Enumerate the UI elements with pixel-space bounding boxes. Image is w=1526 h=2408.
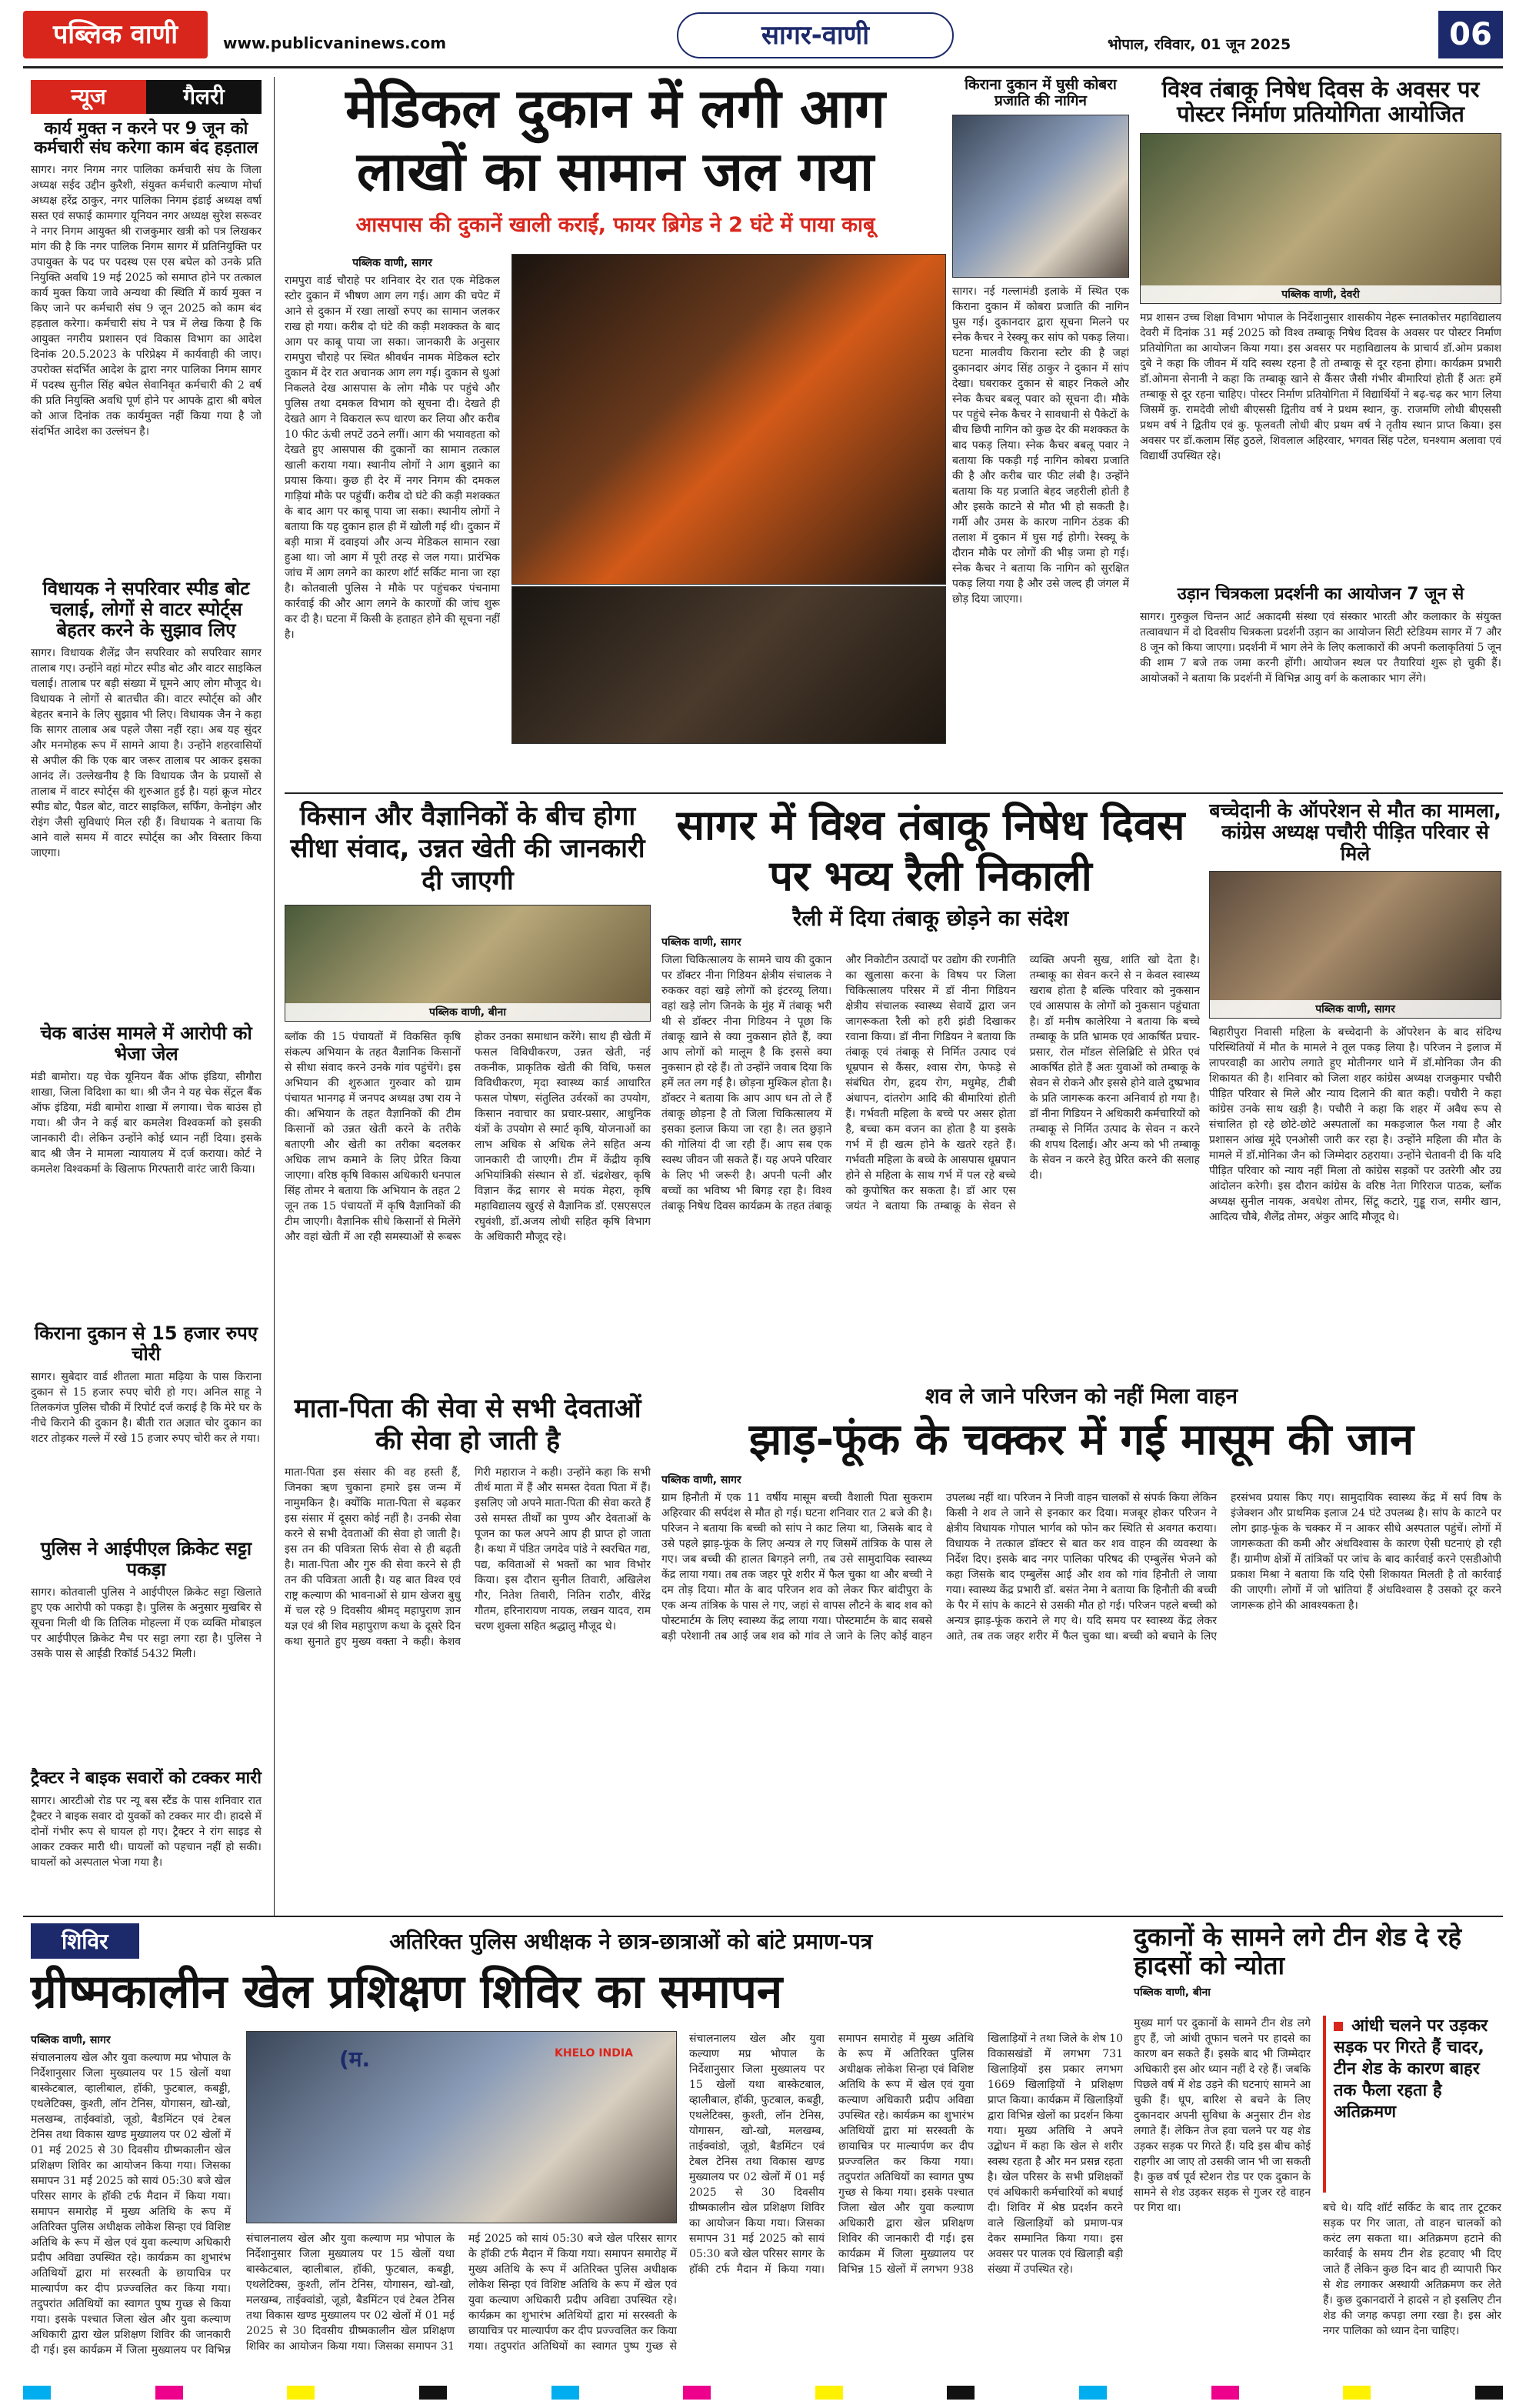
left-brief-2 xyxy=(31,579,262,1009)
brief-body: सागर। कोतवाली पुलिस ने आईपीएल क्रिकेट सट्टा खिलाते हुए एक आरोपी को पकड़ा है। पुलिस के अनुसार मुखबिर से सूचना मिली थी कि तिलिक मोहल्ला में एक व्यक्ति मोबाइल पर आईपीएल क्रिकेट मैच पर सट्टा लगा रहा है। पुलिस ने उसके पास से आईडी रिकॉर्ड 5432 मिली। xyxy=(31,1586,262,1660)
masthead xyxy=(0,0,1526,71)
left-brief-5 xyxy=(31,1539,262,1754)
farmer-photo-caption: पब्लिक वाणी, बीना xyxy=(285,1003,650,1021)
farmer-photo xyxy=(285,905,651,1022)
poster-photo xyxy=(1140,133,1501,304)
masthead-divider xyxy=(23,66,1503,68)
shops-dateline: पब्लिक वाणी, बीना xyxy=(1134,1986,1211,1999)
brief-headline: पुलिस ने आईपीएल क्रिकेट सट्टा पकड़ा xyxy=(40,1538,252,1580)
flight-body: सागर। गुरुकुल चिन्तन आर्ट अकादमी संस्था एवं संस्कार भारती और कलाकार के संयुक्त तत्वावधान में दो दिवसीय चित्रकला प्रदर्शनी उड़ान का आयोजन सिटी स्टेडियम सागर में 7 और 8 जून को किया जाएगा। प्रदर्शनी में भाग लेने के लिए कलाकारों की अपनी कलाकृतियां 5 जून की शाम 7 बजे तक जमा करनी होंगी। आयोजन स्थल पर तैयारियां शुरू हो चुकी हैं। आयोजकों ने बताया कि प्रदर्शनी में विभिन्न आयु वर्ग के कलाकार भाग लेंगे। xyxy=(1140,610,1501,685)
farmer-body: ब्लॉक की 15 पंचायतों में विकसित कृषि संकल्प अभियान के तहत वैज्ञानिक किसानों से सीधा संवाद करने उनके गांव पहुंचेंगे। इस अभियान की शुरुआत गुरुवार को ग्राम पंचायत भानगढ़ में जनपद अध्यक्ष उषा राय ने की। अभियान के तहत वैज्ञानिकों की टीम किसानों को उन्नत खेती करने के तरीके बताएगी और खेती का तरीका बदलकर अधिक लाभ कमाने के लिए प्रेरित किया जाएगा। वरिष्ठ कृषि विकास अधिकारी धनपाल सिंह तोमर ने बताया कि अभियान के तहत 2 जून तक 15 पंचायतों में कृषि वैज्ञानिकों की टीम जाएगी। वैज्ञानिक सीधे किसानों से मिलेंगे और वहां खेती में आ रही समस्याओं से रूबरू होकर उनका समाधान करेंगे। साथ ही खेती में फसल विविधीकरण, उन्नत खेती, नई तकनीक, प्राकृतिक खेती की विधि, फसल विविधीकरण, मृदा स्वास्थ्य कार्ड आधारित फसल पोषण, संतुलित उर्वरकों का उपयोग, किसान नवाचार का प्रचार-प्रसार, आधुनिक यंत्रों के उपयोग से स्मार्ट कृषि, योजनाओं का लाभ अधिक से अधिक लेने सहित अन्य जानकारी दी जाएगी। टीम में केंद्रीय कृषि अभियांत्रिकी संस्थान से डॉ. चंद्रशेखर, कृषि विज्ञान केंद्र सागर से मयंक मेहरा, कृषि महाविद्यालय खुरई से वैज्ञानिक डॉ. एसएसएल रघुवंशी, डॉ.अजय लोधी सहित कृषि विभाग के अधिकारी मौजूद रहे। xyxy=(285,1031,651,1243)
swatch-magenta xyxy=(1211,2386,1239,2400)
left-brief-6 xyxy=(31,1769,262,1916)
masthead-url[interactable]: www.publicvaninews.com xyxy=(223,34,447,52)
camp-dateline: पब्लिक वाणी, सागर xyxy=(31,2034,111,2046)
rally-body: जिला चिकित्सालय के सामने चाय की दुकान पर डॉक्टर नीना गिडियन क्षेत्रीय संचालक ने रुककर वहां खड़े लोगों को इंटरव्यू लिया। वहां खड़े लोग जिनके के मुंह में तंबाकू भरी थी से डॉक्टर नीना गिडियन ने पूछा कि तंबाकू खाने से क्या नुकसान होते हैं, क्या आप लोगों को मालूम है कि इससे क्या नुकसान हो रहे हैं। तो उन्होंने जवाब दिया कि हमें लत लग गई है। छोड़ना मुश्किल होता है। डॉक्टर ने बताया कि आप आप धन तो ले हैं तंबाकू छोड़ना है तो जिला चिकित्सालय में इसका इलाज किया जा रहा है। लत छुड़ाने की गोलियां दी जा रही हैं। आप सब एक स्वस्थ जीवन जी सकते हैं। यह अपने परिवार के लिए भी जरूरी है। अपनी पत्नी और बच्चों का भविष्य भी बिगड़ रहा है। विश्व तंबाकू निषेध दिवस कार्यक्रम के तहत तंबाकू और निकोटीन उत्पादों पर उद्योग की रणनीति का खुलासा करना के विषय पर जिला चिकित्सालय परिसर में डॉ नीना गिडियन क्षेत्रीय संचालक स्वास्थ्य सेवायें द्वारा जन जागरूकता रैली को हरी झंडी दिखाकर रवाना किया। डॉ नीना गिडियन ने बताया कि तंबाकू एवं तंबाकू से निर्मित उत्पाद एवं धूम्रपान से कैंसर, श्वास रोग, फेफड़े से संबंधित रोग, हृदय रोग, मधुमेह, टीबी अंधापन, दांतरोग आदि की बीमारियां होती हैं। गर्भवती महिला के बच्चे पर असर होता है, बच्चा कम वजन का होता है या इसके गर्भ में ही खत्म होने के खतरे रहते हैं। गर्भवती महिला के बच्चे के आसपास धूम्रपान होने से महिला के साथ गर्भ में पल रहे बच्चे को कुपोषित कर सकता है। डॉ आर एस जयंत ने बताया कि तम्बाकू के सेवन से व्यक्ति अपनी सुख, शांति खो देता है। तम्बाकू का सेवन करने से न केवल स्वास्थ्य खराब होता है बल्कि परिवार को नुकसान एवं आसपास के लोगों को नुकसान पहुंचाता है। डॉ मनीष कालेरिया ने बताया कि बच्चे तम्बाकू के प्रति भ्रामक एवं आकर्षित प्रचार-प्रसार, रोल मॉडल सेलिब्रिटि से प्रेरित एवं आकर्षित होते हैं अतः युवाओं को तम्बाकू के सेवन से रोकने और इससे होने वाले दुष्प्रभाव के प्रति जागरूक करना अनिवार्य हो गया है। डॉ नीना गिडियन ने अधिकारी कर्मचारियों को तम्बाकू से निर्मित उत्पाद के सेवन न करने की शपथ दिलाई। और अन्य को भी तम्बाकू के सेवन न करने हेतु प्रेरित करने की सलाह दी। xyxy=(661,954,1200,1212)
uterus-headline: बच्चेदानी के ऑपरेशन से मौत का मामला, कांग्रेस अध्यक्ष पचौरी पीड़ित परिवार से मिले xyxy=(1209,799,1501,865)
lead-text-block xyxy=(285,254,500,785)
news-gallery-label xyxy=(31,80,262,114)
brief-body: मंडी बामोरा। यह चेक यूनियन बैंक ऑफ इंडिया, सीगौरा शाखा, जिला विदिशा का था। श्री जैन ने यह चेक सेंट्रल बैंक ऑफ इंडिया, मंडी बामोरा शाखा में लगाया। चेक बाउंस हो गया। श्री जैन ने कई बार कमलेश विश्वकर्मा को इसकी जानकारी दी। लेकिन उन्होंने कोई ध्यान नहीं दिया। इसके बाद श्री जैन ने मामला न्यायालय में दर्ज कराया। कोर्ट ने कमलेश विश्वकर्मा के खिलाफ गिरफ्तारी वारंट जारी किया। xyxy=(31,1070,262,1176)
rally-dateline: पब्लिक वाणी, सागर xyxy=(661,936,741,949)
brief-headline: चेक बाउंस मामले में आरोपी को भेजा जेल xyxy=(40,1022,252,1065)
camp-story xyxy=(31,1923,1123,2362)
lead-story xyxy=(285,77,946,792)
shops-story xyxy=(1134,1923,1501,2362)
masthead-logo[interactable] xyxy=(23,11,208,58)
cobra-headline: किराना दुकान में घुसी कोबरा प्रजाति की नागिन xyxy=(965,76,1117,110)
page-number-box xyxy=(1438,11,1503,58)
row-divider xyxy=(285,792,1503,794)
left-brief-3 xyxy=(31,1023,262,1308)
gallery-label: गैलरी xyxy=(146,80,262,114)
shops-body-2: बचे थे। यदि शॉर्ट सर्किट के बाद तार टूटकर सड़क पर गिर जाता, तो वाहन चालकों को करंट लग सकता था। अतिक्रमण हटाने की कार्रवाई के समय टीन शेड हटवाए भी दिए जाते हैं लेकिन कुछ दिन बाद ही व्यापारी फिर से शेड लगाकर अस्थायी अतिक्रमण कर लेते हैं। कुछ दुकानदारों ने हादसे न हो इसलिए टीन शेड की जगह कपड़ा लगा रखा है। इस ओर नगर पालिका को ध्यान देना चाहिए। xyxy=(1323,2202,1501,2337)
camp-photo-banner-2: KHELO INDIA xyxy=(555,2047,633,2059)
poster-body: मप्र शासन उच्च शिक्षा विभाग भोपाल के निर्देशानुसार शासकीय नेहरू स्नातकोत्तर महाविद्यालय देवरी में दिनांक 31 मई 2025 को विश्व तम्बाकू निषेध दिवस के अवसर पर पोस्टर निर्माण प्रतियोगिता का आयोजन किया गया। इस अवसर पर महाविद्यालय के प्राचार्य डॉ.ओम प्रकाश दुबे ने कहा कि जीवन में यदि स्वस्थ रहना है तो तम्बाकू से दूर रहना होगा। कार्यक्रम प्रभारी डॉ.ओमना सेनानी ने कहा कि तम्बाकू खाने से कैंसर जैसी गंभीर बीमारियां होती हैं अतः हमें तम्बाकू से दूर रहना चाहिए। पोस्टर निर्माण प्रतियोगिता में विद्यार्थियों ने बढ़-चढ़ कर भाग लिया जिसमें कु. रामदेवी लोधी बीएससी द्वितीय वर्ष ने प्रथम स्थान, कु. राजमणि लोधी बीएससी प्रथम वर्ष ने द्वितीय एवं कु. फूलवती लोधी बीए प्रथम वर्ष ने तृतीय स्थान प्राप्त किया। इस अवसर पर डॉ.कलाम सिंह ठुठले, शिवलाल अहिरवार, भगवत सिंह पटेल, घनश्याम अलावा एवं विद्यार्थी उपस्थित रहे। xyxy=(1140,311,1501,462)
lead-headline-2: लाखों का सामान जल गया xyxy=(356,140,875,203)
fire-crowd-photo xyxy=(511,586,946,744)
brief-headline: ट्रैक्टर ने बाइक सवारों को टक्कर मारी xyxy=(31,1769,262,1788)
section-title: सागर-वाणी xyxy=(761,20,870,51)
exorcism-headline: झाड़-फूंक के चक्कर में गई मासूम की जान xyxy=(748,1415,1414,1465)
brief-body: सागर। विधायक शैलेंद्र जैन सपरिवार को सपरिवार सागर तालाब गए। उन्होंने वहां मोटर स्पीड बोट और वाटर साइकिल चलाई। तालाब पर बड़ी संख्या में घूमने आए लोग मौजूद थे। विधायक ने लोगों से बातचीत की। वाटर स्पोर्ट्स को और बेहतर बनाने के लिए सुझाव भी लिए। विधायक जैन ने कहा कि सागर तालाब अब पहले जैसा नहीं रहा। अब यह सुंदर और मनमोहक रूप में सामने आया है। उन्होंने शहरवासियों से अपील की कि एक बार जरूर तालाब पर आकर इसका आनंद लें। उल्लेखनीय है कि विधायक जैन के प्रयासों से तालाब में वाटर स्पोर्ट्स की शुरुआत हुई है। यहां क्रूज मोटर स्पीड बोट, पैडल बोट, वाटर साइकिल, सर्फिंग, केनोइंग और रोइंग जैसी सुविधाएं मिल रही हैं। विधायक ने बताया कि आने वाले समय में वाटर स्पोर्ट्स का और विस्तार किया जाएगा। xyxy=(31,646,262,859)
flight-headline: उड़ान चित्रकला प्रदर्शनी का आयोजन 7 जून से xyxy=(1177,584,1464,604)
camp-headline: ग्रीष्मकालीन खेल प्रशिक्षण शिविर का समापन xyxy=(31,1965,783,2019)
camp-tag: शिविर xyxy=(31,1923,139,1959)
page-number: 06 xyxy=(1449,17,1492,52)
camp-photo-banner: (म. xyxy=(339,2046,371,2072)
callout-bullet-icon xyxy=(1334,2022,1343,2031)
uterus-body: बिहारीपुरा निवासी महिला के बच्चेदानी के ऑपरेशन के बाद संदिग्ध परिस्थितियों में मौत के मामले ने तूल पकड़ लिया है। परिजन ने इलाज में लापरवाही का आरोप लगाते हुए मोतीनगर थाने में डॉ.मोनिका जैन की शिकायत की है। शनिवार को जिला शहर कांग्रेस अध्यक्ष राजकुमार पचौरी पीड़ित परिवार से मिले और न्याय दिलाने की बात कही। पचौरी ने कहा कांग्रेस उनके साथ खड़ी है। पचौरी ने कहा कि शहर में अवैध रूप से संचालित हो रहे छोटे-छोटे अस्पतालों का मकड़जाल फैल गया है और प्रशासन आंख मूंदे एनओसी जारी कर रहा है। उन्होंने महिला की मौत के मामले में डॉ.मोनिका जैन को जिम्मेदार ठहराया। उन्होंने चेतावनी दी कि यदि पीड़ित परिवार को न्याय नहीं मिला तो कांग्रेस सड़कों पर उतरेगी और उग्र आंदोलन करेगी। इस दौरान कांग्रेस के वरिष्ठ नेता गिरिराज पाठक, ब्लॉक अध्यक्ष सुनील नायक, अवधेश तोमर, सिंटू कटारे, गुड्डू राज, समीर खान, आदित्य चौबे, शैलेंद्र तोमर, अंकुर आदि मौजूद थे। xyxy=(1209,1026,1501,1223)
parents-body: माता-पिता इस संसार की वह हस्ती हैं, जिनका ऋण चुकाना हमारे इस जन्म में नामुमकिन है। क्योंकि माता-पिता से बढ़कर इस संसार में दूसरा कोई नहीं है। उनकी सेवा करने से सभी देवताओं की सेवा हो जाती है। इस तन की पवित्रता सिर्फ सेवा से ही बढ़ती है। माता-पिता और गुरु की सेवा करने से ही तन की पवित्रता आती है। यह बात विश्व एवं राष्ट्र कल्याण की भावनाओं से ग्राम खेजरा बुधु में चल रहे 9 दिवसीय श्रीमद् महापुराण ज्ञान यज्ञ एवं श्री शिव महापुराण कथा के दूसरे दिन कथा सुनाते हुए मुख्य वक्ता ने कही। केशव गिरी महाराज ने कही। उन्होंने कहा कि सभी तीर्थ माता में हैं और समस्त देवता पिता में हैं। इसलिए जो अपने माता-पिता की सेवा करते हैं उसे समस्त तीर्थों का पुण्य और देवताओं के पूजन का फल अपने आप ही प्राप्त हो जाता है। कथा में पंडित जगदेव पांडे ने स्वरचित गद्य, पद्य, कविताओं से भक्तों का भाव विभोर किया। इस दौरान सुनील तिवारी, अखिलेश गौर, नितेश तिवारी, नितिन राठौर, वीरेंद्र गौतम, हरिनारायण नायक, लखन यादव, राम चरण शुक्ला सहित श्रद्धालु मौजूद थे। xyxy=(285,1466,651,1648)
parents-story xyxy=(285,1392,651,1754)
swatch-yellow xyxy=(287,2386,315,2400)
exorcism-dateline: पब्लिक वाणी, सागर xyxy=(661,1473,741,1486)
rally-subhead: रैली में दिया तंबाकू छोड़ने का संदेश xyxy=(792,906,1069,931)
swatch-black xyxy=(419,2386,447,2400)
section-banner xyxy=(677,12,954,58)
brief-body: सागर। आरटीओ रोड पर न्यू बस स्टैंड के पास शनिवार रात ट्रैक्टर ने बाइक सवार दो युवकों को टक्कर मार दी। हादसे में दोनों गंभीर रूप से घायल हो गए। ट्रैक्टर ने रांग साइड से आकर टक्कर मारी थी। घायलों को पहचान नहीं हो सकी। घायलों को अस्पताल भेजा गया है। xyxy=(31,1794,262,1869)
rally-story xyxy=(661,800,1200,1369)
swatch-cyan xyxy=(1079,2386,1107,2400)
masthead-date: भोपाल, रविवार, 01 जून 2025 xyxy=(1108,36,1291,53)
brief-headline: कार्य मुक्त न करने पर 9 जून को कर्मचारी संघ करेगा काम बंद हड़ताल xyxy=(34,119,258,158)
lead-headline-1: मेडिकल दुकान में लगी आग xyxy=(345,77,885,140)
exorcism-body: ग्राम हिनौती में एक 11 वर्षीय मासूम बच्ची वैशाली पिता सुकराम अहिरवार की सर्पदंश से मौत हो गई। घटना शनिवार रात 2 बजे की है। परिजन ने बताया कि बच्ची को सांप ने काट लिया था, जिसके बाद वे उसे पहले झाड़-फूंक के लिए अन्यत्र ले गए जिसमें तांत्रिक के पास ले गए। जब बच्ची की हालत बिगड़ने लगी, तब उसे सामुदायिक स्वास्थ्य केंद्र लाया गया। तब तक जहर पूरे शरीर में फैल चुका था और बच्ची ने दम तोड़ दिया। मौत के बाद परिजन शव को लेकर फिर बांदीपुरा के एक अन्य तांत्रिक के पास ले गए, जहां से वापस लौटने के बाद शव को पोस्टमार्टम के लिए स्वास्थ्य केंद्र लाया गया। पोस्टमार्टम के बाद सबसे बड़ी परेशानी तब आई जब शव को गांव ले जाने के लिए कोई वाहन उपलब्ध नहीं था। परिजन ने निजी वाहन चालकों से संपर्क किया लेकिन किसी ने शव ले जाने से इनकार कर दिया। मजबूर होकर परिजन ने क्षेत्रीय विधायक गोपाल भार्गव को फोन कर स्थिति से अवगत कराया। विधायक ने तत्काल डॉक्टर से बात कर शव वाहन की व्यवस्था के निर्देश दिए। इसके बाद नगर पालिका परिषद की एम्बुलेंस भेजने को कहा जिसके बाद एम्बुलेंस आई और शव को गांव हिनौती ले जाया गया। स्वास्थ्य केंद्र प्रभारी डॉ. बसंत नेमा ने बताया कि हिनौती की बच्ची के पैर में सांप के काटने से उसकी मौत हो गई। परिजन पहले बच्ची को अन्यत्र झाड़-फूंक कराने ले गए थे। यदि समय पर स्वास्थ्य केंद्र लेकर आते, तब तक जहर शरीर में फैल चुका था। बच्ची को बचाने के लिए हरसंभव प्रयास किए गए। सामुदायिक स्वास्थ्य केंद्र में सर्प विष के इंजेक्शन और प्राथमिक इलाज 24 घंटे उपलब्ध है। सांप के काटने पर लोग झाड़-फूंक के चक्कर में न आकर सीधे अस्पताल पहुंचें। लोगों में जागरूकता की कमी और अंधविश्वास के कारण ऐसी घटनाएं हो रही हैं। ग्रामीण क्षेत्रों में तांत्रिकों पर जांच के बाद कार्रवाई करने एसडीओपी प्रकाश मिश्रा ने बताया कि यदि ऐसी शिकायत मिलती है तो कार्रवाई की जाएगी। लोगों में जो भ्रांतियां हैं अंधविश्वास है उसको दूर करने जागरूक होने की आवश्यकता है। xyxy=(661,1491,1501,1643)
cobra-body: सागर। नई गल्लामंडी इलाके में स्थित एक किराना दुकान में कोबरा प्रजाति की नागिन घुस गई। दुकानदार द्वारा सूचना मिलने पर स्नेक कैचर ने रेस्क्यू कर सांप को पकड़ लिया। घटना मालवीय किराना स्टोर की है जहां दुकानदार अंगद सिंह ठाकुर ने दुकान में सांप देखा। घबराकर दुकान से बाहर निकले और स्नेक कैचर बबलू पवार को सूचना दी। मौके पर पहुंचे स्नेक कैचर ने सावधानी से पैकेटों के बीच छिपी नागिन को कुछ देर की मशक्कत के बाद पकड़ लिया। स्नेक कैचर बबलू पवार ने बताया कि पकड़ी गई नागिन कोबरा प्रजाति की है और करीब चार फीट लंबी है। उन्होंने बताया कि यह प्रजाति बेहद जहरीली होती है और इसके काटने से मौत भी हो सकती है। गर्मी और उमस के कारण नागिन ठंडक की तलाश में दुकान में घुस गई होगी। रेस्क्यू के दौरान मौके पर लोगों की भीड़ जमा हो गई। स्नेक कैचर ने बताया कि नागिन को सुरक्षित पकड़ लिया गया है और उसे जल्द ही जंगल में छोड़ दिया जाएगा। xyxy=(952,285,1129,605)
print-color-bar xyxy=(0,2377,1526,2408)
shops-callout-text: आंधी चलने पर उड़कर सड़क पर गिरते हैं चादर, टीन शेड के कारण बाहर तक फैला रहता है अतिक्रमण xyxy=(1334,2016,1488,2122)
shops-callout xyxy=(1323,2016,1501,2193)
uterus-photo xyxy=(1209,871,1501,1019)
lead-subhead: आसपास की दुकानें खाली कराईं, फायर ब्रिगेड ने 2 घंटे में पाया काबू xyxy=(355,213,875,237)
swatch-cyan xyxy=(551,2386,579,2400)
lead-body: रामपुरा वार्ड चौराहे पर शनिवार देर रात एक मेडिकल स्टोर दुकान में भीषण आग लग गई। आग की चपेट में आने से दुकान में रखा लाखों रुपए का सामान जलकर राख हो गया। करीब दो घंटे की कड़ी मशक्कत के बाद आग पर काबू पाया जा सका। जानकारी के अनुसार रामपुरा चौराहे पर स्थित श्रीवर्धन नामक मेडिकल स्टोर दुकान में देर रात अचानक आग लग गई। दुकान से धुआं निकलते देख आसपास के लोग मौके पर पहुंचे और पुलिस तथा दमकल विभाग को सूचना दी। देखते ही देखते आग ने विकराल रूप धारण कर लिया और करीब 10 फीट ऊंची लपटें उठने लगीं। आग की भयावहता को देखते हुए आसपास की दुकानों का सामान तत्काल खाली कराया गया। स्थानीय लोगों ने आग बुझाने का प्रयास किया। कुछ ही देर में नगर निगम की दमकल गाड़ियां मौके पर पहुंचीं। करीब दो घंटे की कड़ी मशक्कत के बाद आग पर काबू पाया जा सका। स्थानीय लोगों ने बताया कि यह दुकान हाल ही में खोली गई थी। दुकान में बड़ी मात्रा में दवाइयां और अन्य मेडिकल सामान रखा हुआ था। जो आग में पूरी तरह से जल गया। प्रारंभिक जांच में आग लगने का कारण शॉर्ट सर्किट माना जा रहा है। कोतवाली पुलिस ने मौके पर पहुंचकर पंचनामा कार्रवाई की और आग लगने के कारणों की जांच शुरू कर दी है। घटना में किसी के हताहत होने की सूचना नहीं है। xyxy=(285,275,500,641)
cobra-story xyxy=(952,77,1129,792)
lead-dateline: पब्लिक वाणी, सागर xyxy=(352,257,432,269)
camp-kicker: अतिरिक्त पुलिस अधीक्षक ने छात्र-छात्राओं को बांटे प्रमाण-पत्र xyxy=(389,1929,873,1954)
brief-headline: किराना दुकान से 15 हजार रुपए चोरी xyxy=(34,1322,258,1365)
logo-text: पब्लिक वाणी xyxy=(52,19,178,50)
swatch-magenta xyxy=(683,2386,711,2400)
brief-headline: विधायक ने सपरिवार स्पीड बोट चलाई, लोगों से वाटर स्पोर्ट्स बेहतर करने के सुझाव लिए xyxy=(42,578,250,641)
camp-photo xyxy=(246,2031,677,2223)
fire-photo xyxy=(511,254,946,585)
rally-headline: सागर में विश्व तंबाकू निषेध दिवस पर भव्य रैली निकाली xyxy=(676,801,1185,900)
row-divider xyxy=(23,1916,1503,1917)
poster-photo-caption: पब्लिक वाणी, देवरी xyxy=(1141,285,1501,303)
swatch-cyan xyxy=(23,2386,51,2400)
cobra-photo xyxy=(952,115,1129,278)
swatch-yellow xyxy=(1343,2386,1371,2400)
swatch-yellow xyxy=(815,2386,843,2400)
camp-body: संचालनालय खेल और युवा कल्याण मप्र भोपाल के निर्देशानुसार जिला मुख्यालय पर 15 खेलों यथा बास्केटबाल, व्हालीबाल, हॉकी, फुटबाल, कबड्डी, एथलेटिक्स, कुश्ती, लॉन टेनिस, योगासन, खो-खो, मलखम्ब, ताईक्वांडो, जूडो, बैडमिंटन एवं टेबल टेनिस तथा विकास खण्ड मुख्यालय पर 02 खेलों में 01 मई 2025 से 30 दिवसीय ग्रीष्मकालीन खेल प्रशिक्षण शिविर का आयोजन किया गया। जिसका समापन 31 मई 2025 को सायं 05:30 बजे खेल परिसर सागर के हॉकी टर्फ मैदान में किया गया। समापन समारोह में मुख्य अतिथि के रूप में अतिरिक्त पुलिस अधीक्षक लोकेश सिन्हा एवं विशिष्ट अतिथि के रूप में खेल एवं युवा कल्याण अधिकारी प्रदीप अविद्या उपस्थित रहे। कार्यक्रम का शुभारंभ अतिथियों द्वारा मां सरस्वती के छायाचित्र पर माल्यार्पण कर दीप प्रज्ज्वलित कर किया गया। तदुपरांत अतिथियों का स्वागत पुष्प गुच्छ से किया गया। इसके पश्चात जिला खेल और युवा कल्याण अधिकारी द्वारा खेल प्रशिक्षण शिविर की जानकारी दी गई। इस कार्यक्रम में जिला मुख्यालय पर विभिन्न xyxy=(31,2052,231,2356)
news-label: न्यूज xyxy=(31,80,146,114)
shops-headline: दुकानों के सामने लगे टीन शेड दे रहे हादसों को न्योता xyxy=(1134,1922,1462,1980)
left-brief-4 xyxy=(31,1323,262,1531)
shops-body: मुख्य मार्ग पर दुकानों के सामने टीन शेड लगे हुए हैं, जो आंधी तूफान चलने पर हादसे का कारण बन सकते हैं। इसके बाद भी जिम्मेदार अधिकारी इस ओर ध्यान नहीं दे रहे हैं। जबकि पिछले वर्ष में शेड उड़ने की घटनाएं सामने आ चुकी हैं। धूप, बारिश से बचने के लिए दुकानदार अपनी सुविधा के अनुसार टीन शेड लगाते हैं। लेकिन तेज हवा चलने पर यह शेड उड़कर सड़क पर गिरते हैं। यदि इस बीच कोई राहगीर आ जाए तो उसकी जान भी जा सकती है। कुछ वर्ष पूर्व स्टेशन रोड पर एक दुकान के सामने से शेड उड़कर सड़क से गुजर रहे वाहन पर गिरा था। xyxy=(1134,2017,1311,2214)
camp-body-columns: संचालनालय खेल और युवा कल्याण मप्र भोपाल के निर्देशानुसार जिला मुख्यालय पर 15 खेलों यथा बास्केटबाल, व्हालीबाल, हॉकी, फुटबाल, कबड्डी, एथलेटिक्स, कुश्ती, लॉन टेनिस, योगासन, खो-खो, मलखम्ब, ताईक्वांडो, जूडो, बैडमिंटन एवं टेबल टेनिस तथा विकास खण्ड मुख्यालय पर 02 खेलों में 01 मई 2025 से 30 दिवसीय ग्रीष्मकालीन खेल प्रशिक्षण शिविर का आयोजन किया गया। जिसका समापन 31 मई 2025 को सायं 05:30 बजे खेल परिसर सागर के हॉकी टर्फ मैदान में किया गया। समापन समारोह में मुख्य अतिथि के रूप में अतिरिक्त पुलिस अधीक्षक लोकेश सिन्हा एवं विशिष्ट अतिथि के रूप में खेल एवं युवा कल्याण अधिकारी प्रदीप अविद्या उपस्थित रहे। कार्यक्रम का शुभारंभ अतिथियों द्वारा मां सरस्वती के छायाचित्र पर माल्यार्पण कर दीप प्रज्ज्वलित कर किया गया। तदुपरांत अतिथियों का स्वागत पुष्प गुच्छ से किया गया। इसके पश्चात जिला खेल और युवा कल्याण अधिकारी द्वारा खेल प्रशिक्षण शिविर की जानकारी दी गई। इस कार्यक्रम में जिला मुख्यालय पर विभिन्न 15 खेलों में लगभग 938 खिलाड़ियों ने तथा जिले के शेष 10 विकासखंडों में लगभग 731 खिलाड़ियों इस प्रकार लगभग 1669 खिलाड़ियों ने प्रशिक्षण प्राप्त किया। कार्यक्रम में खिलाड़ियों द्वारा विभिन्न खेलों का प्रदर्शन किया गया। मुख्य अतिथि ने अपने उद्बोधन में कहा कि खेल से शरीर स्वस्थ रहता है और मन प्रसन्न रहता है। खेल परिसर के सभी प्रशिक्षकों एवं अधिकारी कर्मचारियों को बधाई दी। शिविर में श्रेष्ठ प्रदर्शन करने वाले खिलाड़ियों को प्रमाण-पत्र देकर सम्मानित किया गया। इस अवसर पर पालक एवं खिलाड़ी बड़ी संख्या में उपस्थित रहे। xyxy=(689,2033,1123,2276)
exorcism-kicker: शव ले जाने परिजन को नहीं मिला वाहन xyxy=(925,1383,1238,1409)
swatch-black xyxy=(1475,2386,1503,2400)
swatch-black xyxy=(947,2386,975,2400)
left-brief-1 xyxy=(31,120,262,574)
column-divider xyxy=(274,77,275,1916)
poster-headline: विश्व तंबाकू निषेध दिवस के अवसर पर पोस्टर निर्माण प्रतियोगिता आयोजित xyxy=(1161,76,1480,128)
swatch-magenta xyxy=(155,2386,183,2400)
poster-story xyxy=(1140,77,1501,792)
uterus-photo-caption: पब्लिक वाणी, सागर xyxy=(1210,1000,1501,1018)
camp-body-continued: संचालनालय खेल और युवा कल्याण मप्र भोपाल के निर्देशानुसार जिला मुख्यालय पर 15 खेलों यथा बास्केटबाल, व्हालीबाल, हॉकी, फुटबाल, कबड्डी, एथलेटिक्स, कुश्ती, लॉन टेनिस, योगासन, खो-खो, मलखम्ब, ताईक्वांडो, जूडो, बैडमिंटन एवं टेबल टेनिस तथा विकास खण्ड मुख्यालय पर 02 खेलों में 01 मई 2025 से 30 दिवसीय ग्रीष्मकालीन खेल प्रशिक्षण शिविर का आयोजन किया गया। जिसका समापन 31 मई 2025 को सायं 05:30 बजे खेल परिसर सागर के हॉकी टर्फ मैदान में किया गया। समापन समारोह में मुख्य अतिथि के रूप में अतिरिक्त पुलिस अधीक्षक लोकेश सिन्हा एवं विशिष्ट अतिथि के रूप में खेल एवं युवा कल्याण अधिकारी प्रदीप अविद्या उपस्थित रहे। कार्यक्रम का शुभारंभ अतिथियों द्वारा मां सरस्वती के छायाचित्र पर माल्यार्पण कर दीप प्रज्ज्वलित कर किया गया। तदुपरांत अतिथियों का स्वागत पुष्प गुच्छ से xyxy=(246,2233,677,2353)
camp-text-left xyxy=(31,2031,231,2354)
uterus-story xyxy=(1209,800,1501,1369)
parents-headline: माता-पिता की सेवा से सभी देवताओं की सेवा हो जाती है xyxy=(294,1393,641,1456)
exorcism-story xyxy=(661,1381,1501,1912)
brief-body: सागर। सुबेदार वार्ड शीतला माता मढ़िया के पास किराना दुकान से 15 हजार रुपए चोरी हो गए। अनिल साहू ने तिलकगंज पुलिस चौकी में रिपोर्ट दर्ज कराई है कि मेरे घर के नीचे किराने की दुकान है। बीती रात अज्ञात चोर दुकान का शटर तोड़कर गल्ले में रखे 15 हजार रुपए चोरी कर ले गया। xyxy=(31,1370,262,1445)
farmer-headline: किसान और वैज्ञानिकों के बीच होगा सीधा संवाद, उन्नत खेती की जानकारी दी जाएगी xyxy=(290,801,645,896)
farmer-story xyxy=(285,800,651,1385)
brief-body: सागर। नगर निगम नगर पालिका कर्मचारी संघ के जिला अध्यक्ष सईद उद्दीन कुरैशी, संयुक्त कर्मचारी कल्याण मोर्चा अध्यक्ष हरेंद्र ठाकुर, नगर पालिका निगम इंडाई अध्यक्ष वर्षा सस्त एवं सफाई कामगार यूनियन नगर अध्यक्ष सुरेश सरूवर ने नगर निगम आयुक्त श्री राजकुमार खत्री को पत्र लिखकर मांग की है कि नगर पालिक निगम सागर में प्रतिनियुक्ति पर उपायुक्त के पद पर पदस्थ एस एस बघेल को उनके प्रति नियुक्ति अवधि 19 मई 2025 को समाप्त होने पर तत्काल कार्य मुक्त किया जावे अन्यथा की स्थिति में कार्य मुक्त न किए जाने पर कर्मचारी संघ 9 जून 2025 को काम बंद हड़ताल करेगा। कर्मचारी संघ ने पत्र में लेख किया है कि आयुक्त नगरीय प्रशासन एवं विकास विभाग का आदेश दिनांक 20.5.2023 के परिप्रेक्ष्य में कार्यवाही की जाए। उपरोक्त संदर्भित आदेश के द्वारा नगर पालिका निगम सागर में पदस्थ सुनील सिंह बघेल सेवानिवृत कर्मचारी की 2 वर्ष की प्रति नियुक्ति अवधि पूर्ण होने पर आपके द्वारा श्री बघेल को आज दिनांक तक कार्यमुक्त नहीं किया गया है जो संदर्भित आदेश का उल्लंघन है। xyxy=(31,164,262,439)
